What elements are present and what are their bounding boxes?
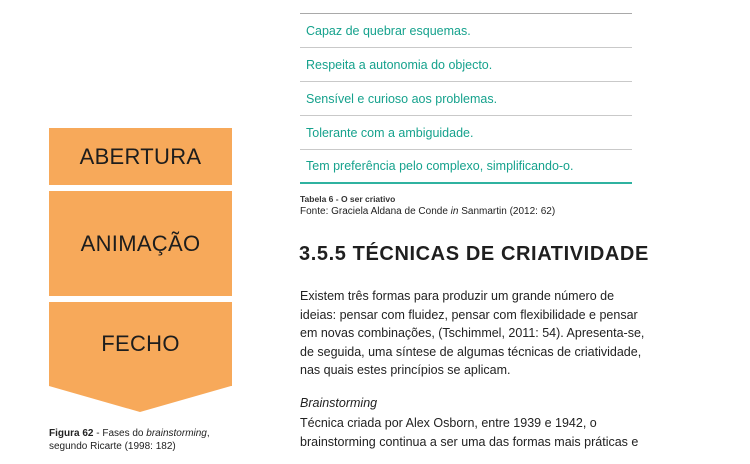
- figure-caption: [49, 427, 249, 453]
- subsection-title: Brainstorming: [300, 396, 378, 410]
- section-paragraph: [300, 287, 650, 380]
- figure-caption-line2: segundo Ricarte (1998: 182): [49, 441, 176, 452]
- paragraph-line: ideias: pensar com fluidez, pensar com flexibilidade e pensar: [300, 307, 638, 322]
- table-row: Capaz de quebrar esquemas.: [300, 14, 632, 48]
- table-row: Tolerante com a ambiguidade.: [300, 116, 632, 150]
- figure-caption-post: ,: [206, 428, 210, 439]
- phase-fecho: FECHO: [49, 302, 232, 386]
- table-source-italic: in: [450, 206, 459, 217]
- table-source: [300, 206, 555, 217]
- creative-traits-table: [300, 13, 632, 184]
- figure-caption-pre: - Fases do: [93, 428, 147, 439]
- subsection-paragraph: [300, 414, 650, 451]
- figure-caption-italic: brainstorming: [146, 428, 207, 439]
- phase-animacao: ANIMAÇÃO: [49, 191, 232, 296]
- paragraph-line: de seguida, uma síntese de algumas técnicas de criatividade,: [300, 344, 642, 359]
- arrow-down-shape: [49, 386, 231, 412]
- table-row: Tem preferência pelo complexo, simplificando-o.: [300, 150, 632, 184]
- table-source-post: Sanmartin (2012: 62): [458, 206, 556, 217]
- paragraph-line: Técnica criada por Alex Osborn, entre 1939 e 1942, o: [300, 416, 597, 430]
- paragraph-line: brainstorming continua a ser uma das formas mais práticas e: [300, 434, 639, 449]
- paragraph-line: em novas combinações, (Tschimmel, 2011: 54). Apresenta-se,: [300, 326, 645, 340]
- paragraph-line: Existem três formas para produzir um grande número de: [300, 289, 615, 303]
- phase-abertura: ABERTURA: [49, 128, 232, 185]
- table-row: Sensível e curioso aos problemas.: [300, 82, 632, 116]
- table-row: Respeita a autonomia do objecto.: [300, 48, 632, 82]
- paragraph-line: nas quais estes princípios se aplicam.: [300, 363, 511, 377]
- table-caption: Tabela 6 - O ser criativo: [300, 194, 396, 204]
- table-source-pre: Fonte: Graciela Aldana de Conde: [300, 206, 451, 217]
- section-heading: 3.5.5 TÉCNICAS DE CRIATIVIDADE: [299, 243, 649, 265]
- figure-caption-label: Figura 62: [49, 428, 94, 439]
